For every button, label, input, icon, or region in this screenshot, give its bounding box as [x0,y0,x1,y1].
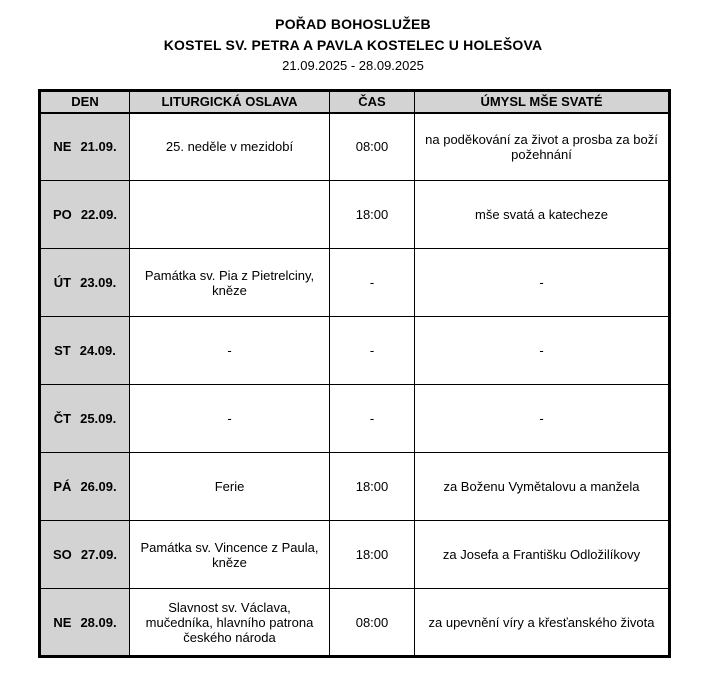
table-row [40,317,670,385]
column-header-cas: ČAS [330,91,415,113]
day-cell [40,317,130,385]
time-cell: 08:00 [330,113,415,181]
intention-cell: na poděkování za život a prosba za boží požehnání [415,113,670,181]
day-date: 25.09. [80,411,117,426]
time-cell: 18:00 [330,453,415,521]
intention-cell: za upevnění víry a křesťanského života [415,589,670,657]
table-row [40,181,670,249]
time-cell: 18:00 [330,181,415,249]
time-cell: 18:00 [330,521,415,589]
day-cell [40,113,130,181]
celebration-cell: Památka sv. Vincence z Paula, kněze [130,521,330,589]
table-row [40,385,670,453]
celebration-cell: 25. neděle v mezidobí [130,113,330,181]
day-abbr: PÁ [53,479,72,494]
day-date: 24.09. [79,343,116,358]
day-date: 21.09. [80,139,117,155]
day-abbr: SO [53,547,72,562]
day-abbr: ÚT [53,275,72,290]
page-subtitle: KOSTEL SV. PETRA A PAVLA KOSTELEC U HOLEŠOVA [163,37,543,53]
intention-cell: - [415,249,670,317]
intention-cell: za Boženu Vymětalovu a manžela [415,453,670,521]
day-abbr: NE [53,614,72,630]
column-header-liturgicka-oslava: LITURGICKÁ OSLAVA [130,91,330,113]
column-header-den: DEN [40,91,130,113]
table-row [40,453,670,521]
day-abbr: ČT [53,411,72,426]
day-abbr: NE [53,139,72,155]
date-range: 21.09.2025 - 28.09.2025 [282,58,424,73]
time-cell: - [330,385,415,453]
day-date: 28.09. [80,614,117,630]
intention-cell: mše svatá a katecheze [415,181,670,249]
day-date: 22.09. [80,207,117,222]
day-abbr: ST [54,343,71,358]
celebration-cell: Slavnost sv. Václava, mučedníka, hlavního patrona českého národa [130,589,330,657]
intention-cell: - [415,317,670,385]
day-date: 23.09. [80,275,117,290]
time-cell: - [330,249,415,317]
day-date: 26.09. [80,479,117,494]
intention-cell: - [415,385,670,453]
day-cell [40,521,130,589]
table-header-row [40,91,670,113]
time-cell: 08:00 [330,589,415,657]
intention-cell: za Josefa a Františku Odložilíkovy [415,521,670,589]
celebration-cell: Památka sv. Pia z Pietrelciny, kněze [130,249,330,317]
celebration-cell: - [130,317,330,385]
day-cell [40,249,130,317]
celebration-cell: Ferie [130,453,330,521]
celebration-cell: - [130,385,330,453]
document-header [0,0,706,73]
table-row [40,113,670,181]
table-row [40,249,670,317]
day-cell [40,385,130,453]
celebration-cell [130,181,330,249]
day-cell [40,453,130,521]
table-row [40,589,670,657]
page-title: POŘAD BOHOSLUŽEB [275,16,431,32]
time-cell: - [330,317,415,385]
day-date: 27.09. [80,547,117,562]
schedule-table [38,89,671,658]
day-abbr: PO [53,207,72,222]
day-cell [40,589,130,657]
day-cell [40,181,130,249]
column-header-umysl: ÚMYSL MŠE SVATÉ [415,91,670,113]
table-row [40,521,670,589]
